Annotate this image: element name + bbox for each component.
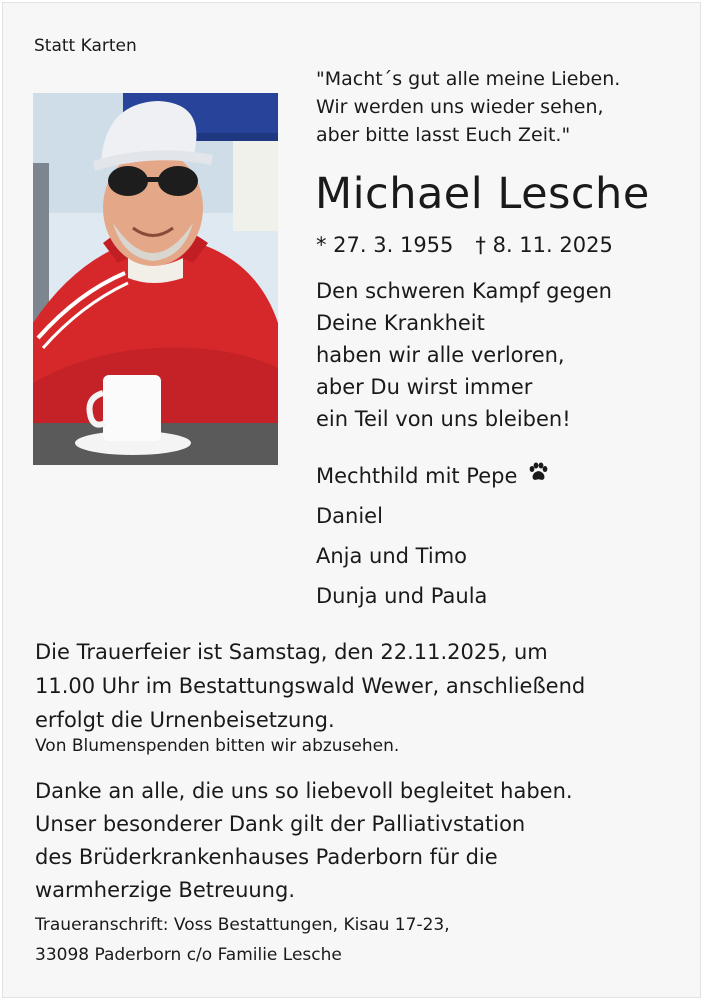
death-date: † 8. 11. 2025	[475, 233, 613, 257]
funeral-service-info	[35, 635, 585, 737]
family-member-name: Mechthild mit Pepe	[316, 464, 518, 488]
flowers-note: Von Blumenspenden bitten wir abzusehen.	[35, 736, 400, 756]
family-member	[316, 456, 549, 496]
family-member	[316, 536, 549, 576]
quote-line: "Macht´s gut alle meine Lieben.	[316, 68, 621, 90]
mourning-address	[35, 910, 450, 970]
verse-line: aber Du wirst immer	[316, 375, 533, 399]
quote-line: aber bitte lasst Euch Zeit."	[316, 124, 571, 146]
memorial-verse	[316, 275, 612, 435]
thanks-line: Danke an alle, die uns so liebevoll begleitet haben.	[35, 779, 573, 803]
portrait-illustration	[33, 93, 278, 465]
thanks-line: des Brüderkrankenhauses Paderborn für die	[35, 845, 498, 869]
deceased-name: Michael Lesche	[315, 169, 650, 219]
family-member-name: Dunja und Paula	[316, 584, 488, 608]
paw-icon	[527, 456, 549, 496]
thanks-line: Unser besonderer Dank gilt der Palliativstation	[35, 812, 526, 836]
address-line: 33098 Paderborn c/o Familie Lesche	[35, 945, 342, 965]
verse-line: Den schweren Kampf gegen	[316, 279, 612, 303]
address-line: Traueranschrift: Voss Bestattungen, Kisau 17-23,	[35, 915, 450, 935]
life-dates	[316, 233, 613, 257]
service-line: erfolgt die Urnenbeisetzung.	[35, 708, 335, 732]
verse-line: ein Teil von uns bleiben!	[316, 407, 571, 431]
quote	[316, 65, 620, 149]
thanks-line: warmherzige Betreuung.	[35, 878, 295, 902]
obituary-notice	[2, 2, 701, 998]
service-line: Die Trauerfeier ist Samstag, den 22.11.2025, um	[35, 640, 548, 664]
quote-line: Wir werden uns wieder sehen,	[316, 96, 604, 118]
verse-line: Deine Krankheit	[316, 311, 485, 335]
family-list	[316, 456, 549, 616]
family-member	[316, 576, 549, 616]
service-line: 11.00 Uhr im Bestattungswald Wewer, anschließend	[35, 674, 586, 698]
family-member-name: Daniel	[316, 504, 383, 528]
thanks-text	[35, 775, 573, 907]
family-member	[316, 496, 549, 536]
birth-date: * 27. 3. 1955	[316, 233, 454, 257]
portrait-photo	[33, 93, 278, 465]
header-note: Statt Karten	[34, 36, 137, 56]
family-member-name: Anja und Timo	[316, 544, 467, 568]
verse-line: haben wir alle verloren,	[316, 343, 565, 367]
